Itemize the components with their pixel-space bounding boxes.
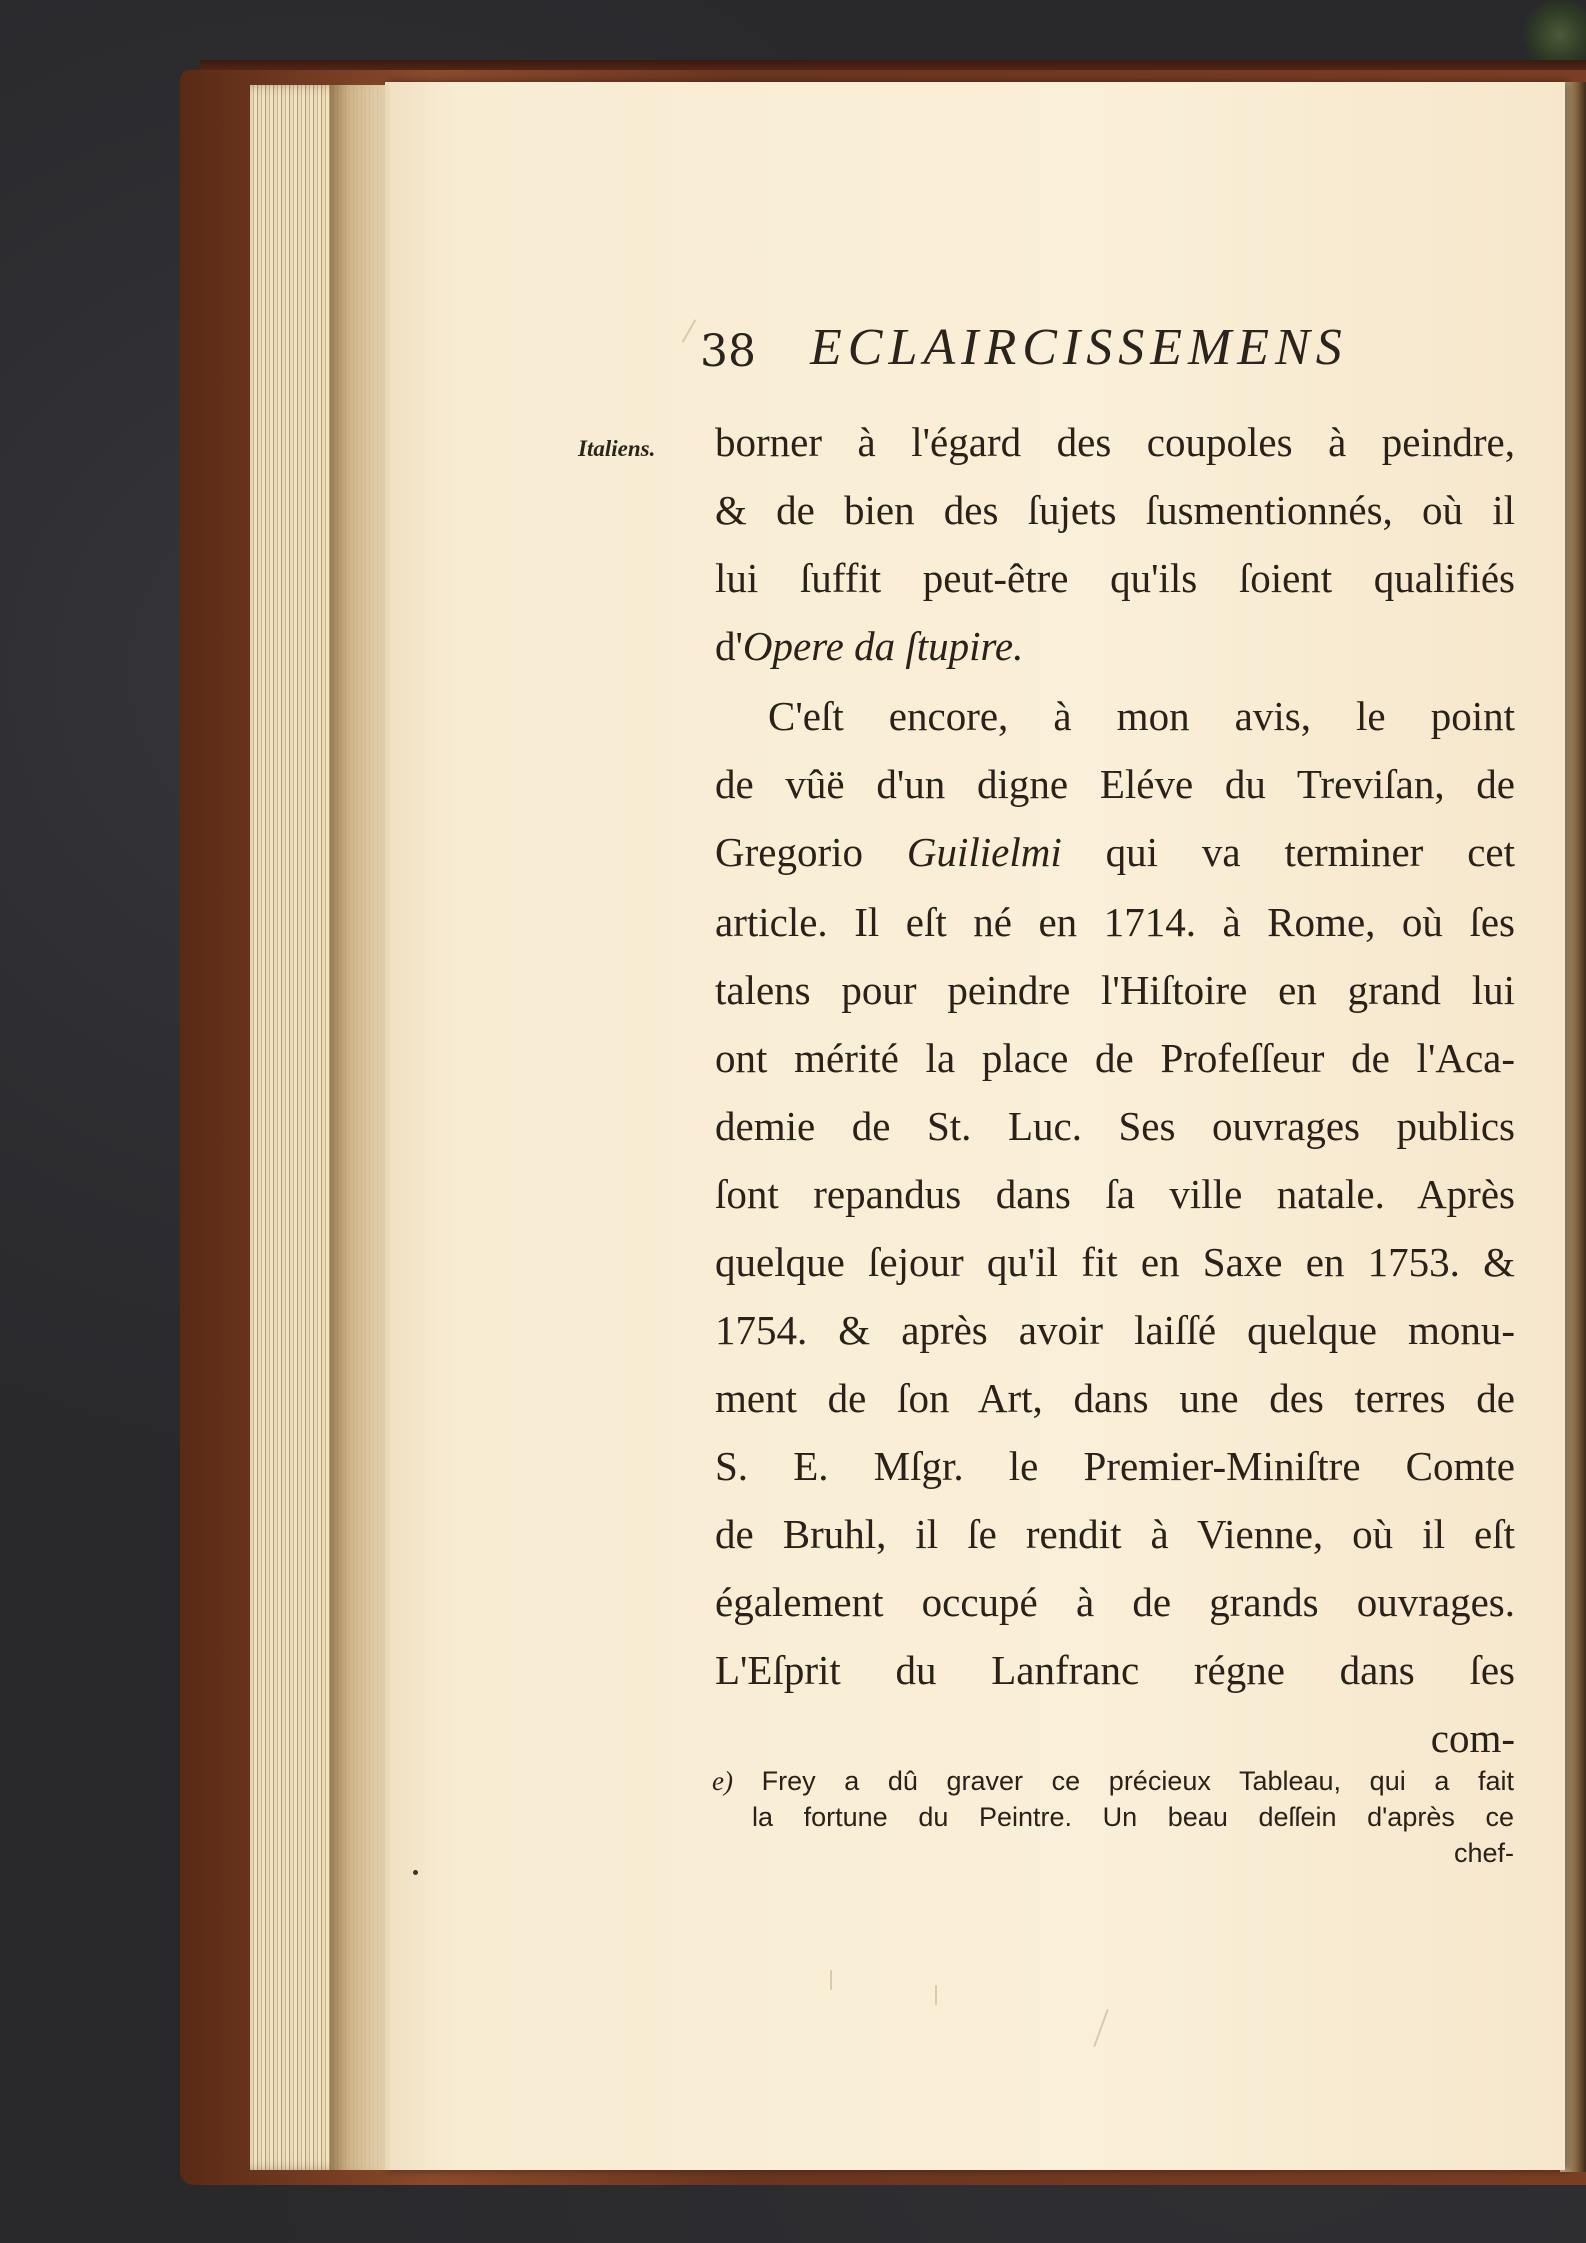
text-line: ment de ſon Art, dans une des terres de bbox=[715, 1375, 1515, 1421]
catchword: com- bbox=[1430, 1715, 1515, 1761]
text-line: demie de St. Luc. Ses ouvrages publics bbox=[715, 1103, 1515, 1149]
text-line: également occupé à de grands ouvrages. bbox=[715, 1579, 1515, 1625]
text-line: 1754. & après avoir laiſſé quelque monu- bbox=[715, 1307, 1515, 1353]
text-line: quelque ſejour qu'il fit en Saxe en 1753. & bbox=[715, 1239, 1515, 1285]
footnote-line bbox=[712, 1766, 1514, 1802]
text-line: article. Il eſt né en 1714. à Rome, où ſes bbox=[715, 899, 1515, 945]
text-line: & de bien des ſujets ſusmentionnés, où il bbox=[715, 487, 1515, 533]
footnote-catchword: chef- bbox=[1453, 1838, 1514, 1868]
footnote-text: Frey a dû graver ce précieux Tableau, qui a fait bbox=[761, 1766, 1514, 1796]
text-line: de vûë d'un digne Eléve du Treviſan, de bbox=[715, 761, 1515, 807]
text-line: de Bruhl, il ſe rendit à Vienne, où il eſt bbox=[715, 1511, 1515, 1557]
text-segment: Gregorio bbox=[715, 829, 907, 875]
text-line: L'Eſprit du Lanfranc régne dans ſes bbox=[715, 1647, 1515, 1693]
text-segment: d' bbox=[715, 623, 743, 669]
text-line: ont mérité la place de Profeſſeur de l'Aca- bbox=[715, 1035, 1515, 1081]
page-number: 38 bbox=[700, 326, 756, 377]
paper-dot bbox=[413, 1870, 418, 1875]
running-head bbox=[700, 318, 1460, 388]
text-line: C'eſt encore, à mon avis, le point bbox=[768, 693, 1515, 739]
text-line: S. E. Mſgr. le Premier-Miniſtre Comte bbox=[715, 1443, 1515, 1489]
text-segment: qui va terminer cet bbox=[1061, 829, 1515, 875]
text-line: lui ſuffit peut-être qu'ils ſoient qualifiés bbox=[715, 555, 1515, 601]
text-line: talens pour peindre l'Hiſtoire en grand lui bbox=[715, 967, 1515, 1013]
footnote-mark: e) bbox=[712, 1766, 733, 1796]
text-line: ſont repandus dans ſa ville natale. Après bbox=[715, 1171, 1515, 1217]
running-head-title: ECLAIRCISSEMENS bbox=[810, 319, 1348, 376]
page-gutter bbox=[330, 85, 390, 2170]
paper-mark bbox=[830, 1970, 832, 1990]
footnote-line: la fortune du Peintre. Un beau deſſein d'après ce bbox=[752, 1802, 1514, 1832]
italic-name: Guilielmi bbox=[906, 829, 1062, 875]
italic-title: Opere da ſtupire. bbox=[742, 623, 1024, 669]
text-line bbox=[715, 828, 1515, 888]
text-line bbox=[715, 622, 1515, 682]
margin-note: Italiens. bbox=[578, 436, 656, 461]
paper-mark bbox=[935, 1985, 937, 2005]
text-line: borner à l'égard des coupoles à peindre, bbox=[715, 419, 1515, 465]
